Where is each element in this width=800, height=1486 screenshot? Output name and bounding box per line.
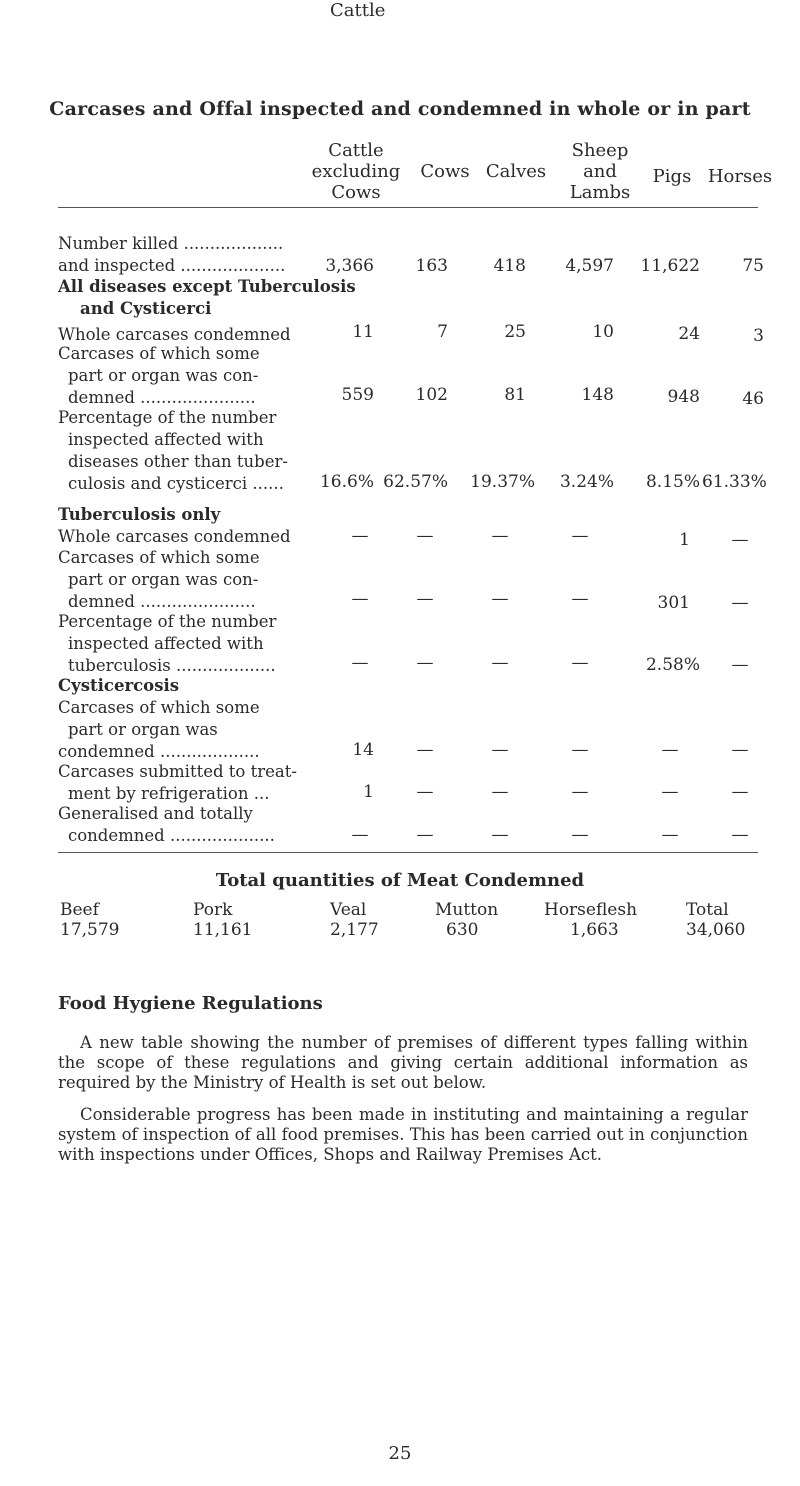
header-rule (58, 207, 758, 208)
cell-part-pigs: 948 (667, 387, 700, 407)
cell-percentage-horses: 61.33% (702, 472, 767, 492)
cell-tb-whole-pigs: 1 (679, 530, 690, 550)
totals-heading: Total quantities of Meat Condemned (215, 870, 585, 891)
cell-refrigeration-sheep: — (571, 782, 589, 802)
row-label-line: Generalised and totally (58, 804, 253, 823)
cell-whole-pigs: 24 (678, 324, 700, 344)
column-header-cattle-line: excluding (311, 161, 401, 182)
totals-value-horseflesh: 1,663 (570, 920, 619, 940)
section-heading-cysticercosis: Cysticercosis (58, 676, 180, 695)
row-label-line: inspected affected with (68, 430, 264, 449)
cell-part-horses: 46 (742, 389, 764, 409)
cell-whole-sheep: 10 (592, 322, 614, 342)
cell-percentage-cattle: 16.6% (319, 472, 374, 492)
totals-label-beef: Beef (60, 900, 99, 920)
cell-generalised-horses: — (731, 825, 749, 845)
cell-cyst-part-horses: — (731, 740, 749, 760)
column-header-calves: Calves (485, 161, 547, 182)
cell-cyst-part-calves: — (491, 740, 509, 760)
cell-tb-whole-calves: — (491, 526, 509, 546)
page-title: Carcases and Offal inspected and condemned in whole or in part (49, 98, 751, 120)
cell-killed-calves: 418 (493, 256, 526, 276)
row-label-line: Carcases of which some (58, 344, 260, 363)
cell-refrigeration-calves: — (491, 782, 509, 802)
column-header-horses: Horses (707, 166, 773, 187)
cell-tb-percentage-calves: — (491, 653, 509, 673)
row-label-line: ment by refrigeration ... (68, 784, 270, 803)
row-label-line: demned ...................... (68, 388, 256, 407)
row-label-line: Percentage of the number (58, 408, 277, 427)
cell-part-cattle: 559 (341, 385, 374, 405)
cell-percentage-cows: 62.57% (383, 472, 448, 492)
cell-cyst-part-cattle: 14 (352, 740, 374, 760)
totals-value-mutton: 630 (446, 920, 479, 940)
cell-tb-percentage-horses: — (731, 655, 749, 675)
totals-label-pork: Pork (193, 900, 233, 920)
food-paragraph-2: Considerable progress has been made in instituting and maintaining a regular system of inspection of all food premises. This has been carried out in conjunction with inspections under Offices, Shops and Railway Premises Act. (58, 1105, 748, 1164)
cell-tb-whole-cattle: — (351, 526, 369, 546)
totals-value-pork: 11,161 (193, 920, 253, 940)
cell-tb-percentage-pigs: 2.58% (645, 655, 700, 675)
cell-part-sheep: 148 (581, 385, 614, 405)
row-label-tb-whole: Whole carcases condemned (58, 527, 291, 546)
section-heading-tuberculosis: Tuberculosis only (58, 505, 221, 524)
cell-percentage-pigs: 8.15% (645, 472, 700, 492)
cell-tb-part-pigs: 301 (657, 593, 690, 613)
cell-cyst-part-cows: — (416, 740, 434, 760)
row-label-line: condemned ................... (58, 742, 260, 761)
row-label-generalised (58, 803, 275, 847)
cell-cyst-part-sheep: — (571, 740, 589, 760)
row-label-part (58, 343, 260, 409)
cell-tb-part-calves: — (491, 589, 509, 609)
cell-tb-whole-sheep: — (571, 526, 589, 546)
cell-tb-part-horses: — (731, 593, 749, 613)
totals-value-total: 34,060 (686, 920, 746, 940)
totals-value-veal: 2,177 (330, 920, 379, 940)
row-label-killed (58, 233, 285, 277)
row-label-line: Number killed ................... (58, 234, 284, 253)
row-label-line: and inspected .................... (58, 256, 286, 275)
cell-tb-percentage-cows: — (416, 653, 434, 673)
row-label-line: part or organ was (68, 720, 218, 739)
cell-killed-cattle: 3,366 (325, 256, 374, 276)
row-label-line: demned ...................... (68, 592, 256, 611)
row-label-percentage (58, 407, 288, 495)
row-label-line: Percentage of the number (58, 612, 277, 631)
cell-tb-whole-cows: — (416, 526, 434, 546)
cell-whole-horses: 3 (753, 326, 764, 346)
row-label-line: tuberculosis ................... (68, 656, 276, 675)
cell-tb-part-cattle: — (351, 589, 369, 609)
cell-generalised-pigs: — (661, 825, 679, 845)
row-label-whole: Whole carcases condemned (58, 325, 291, 344)
column-header-sheep-line: and (583, 161, 617, 182)
cell-refrigeration-cattle: 1 (363, 782, 374, 802)
cell-whole-cows: 7 (437, 322, 448, 342)
column-header-sheep (555, 140, 645, 203)
row-label-tb-part (58, 547, 260, 613)
row-label-line: culosis and cysticerci ...... (68, 474, 284, 493)
column-header-sheep-line: Sheep (571, 140, 629, 161)
food-paragraph-1: A new table showing the number of premises of different types falling within the scope of these regulations and giving certain additional information as required by the Ministry of Health is set out below. (58, 1033, 748, 1092)
cell-tb-percentage-cattle: — (351, 653, 369, 673)
cell-cyst-part-pigs: — (661, 740, 679, 760)
row-label-refrigeration (58, 761, 297, 805)
cell-refrigeration-pigs: — (661, 782, 679, 802)
cell-part-calves: 81 (504, 385, 526, 405)
totals-label-total: Total (686, 900, 729, 920)
row-label-line: Carcases submitted to treat- (58, 762, 297, 781)
column-header-cattle (330, 0, 386, 21)
table-bottom-rule (58, 852, 758, 853)
row-label-line: Carcases of which some (58, 548, 260, 567)
totals-label-horseflesh: Horseflesh (544, 900, 638, 920)
column-header-cattle-line: Cows (331, 182, 381, 203)
cell-tb-percentage-sheep: — (571, 653, 589, 673)
cell-refrigeration-horses: — (731, 782, 749, 802)
cell-generalised-calves: — (491, 825, 509, 845)
totals-label-mutton: Mutton (435, 900, 499, 920)
cell-killed-horses: 75 (742, 256, 764, 276)
section-heading-all-diseases (58, 276, 356, 320)
column-header-sheep-line: Lambs (569, 182, 631, 203)
row-label-line: diseases other than tuber- (68, 452, 288, 471)
cell-percentage-calves: 19.37% (470, 472, 535, 492)
column-header-pigs: Pigs (652, 166, 692, 187)
cell-tb-part-cows: — (416, 589, 434, 609)
column-header-cattle (296, 140, 416, 203)
row-label-cyst-part (58, 697, 260, 763)
cell-refrigeration-cows: — (416, 782, 434, 802)
cell-tb-part-sheep: — (571, 589, 589, 609)
cell-whole-cattle: 11 (352, 322, 374, 342)
column-header-cattle-line: Cattle (328, 140, 384, 161)
row-label-line: condemned .................... (68, 826, 275, 845)
section-heading-line: and Cysticerci (80, 299, 212, 318)
totals-label-veal: Veal (330, 900, 367, 920)
totals-values-row (60, 920, 760, 944)
cell-killed-pigs: 11,622 (640, 256, 700, 276)
cell-generalised-sheep: — (571, 825, 589, 845)
cell-whole-calves: 25 (504, 322, 526, 342)
cell-tb-whole-horses: — (731, 530, 749, 550)
row-label-line: part or organ was con- (68, 366, 259, 385)
cell-killed-sheep: 4,597 (565, 256, 614, 276)
cell-killed-cows: 163 (415, 256, 448, 276)
cell-percentage-sheep: 3.24% (559, 472, 614, 492)
section-heading-line: All diseases except Tuberculosis (58, 277, 356, 296)
cell-part-cows: 102 (415, 385, 448, 405)
cell-generalised-cattle: — (351, 825, 369, 845)
food-hygiene-heading: Food Hygiene Regulations (58, 993, 323, 1014)
row-label-line: inspected affected with (68, 634, 264, 653)
column-header-cows: Cows (420, 161, 470, 182)
totals-value-beef: 17,579 (60, 920, 120, 940)
page-number: 25 (388, 1443, 412, 1464)
row-label-line: Carcases of which some (58, 698, 260, 717)
cell-generalised-cows: — (416, 825, 434, 845)
column-header-cattle-line: Cattle (330, 0, 386, 21)
row-label-line: part or organ was con- (68, 570, 259, 589)
row-label-tb-percentage (58, 611, 276, 677)
